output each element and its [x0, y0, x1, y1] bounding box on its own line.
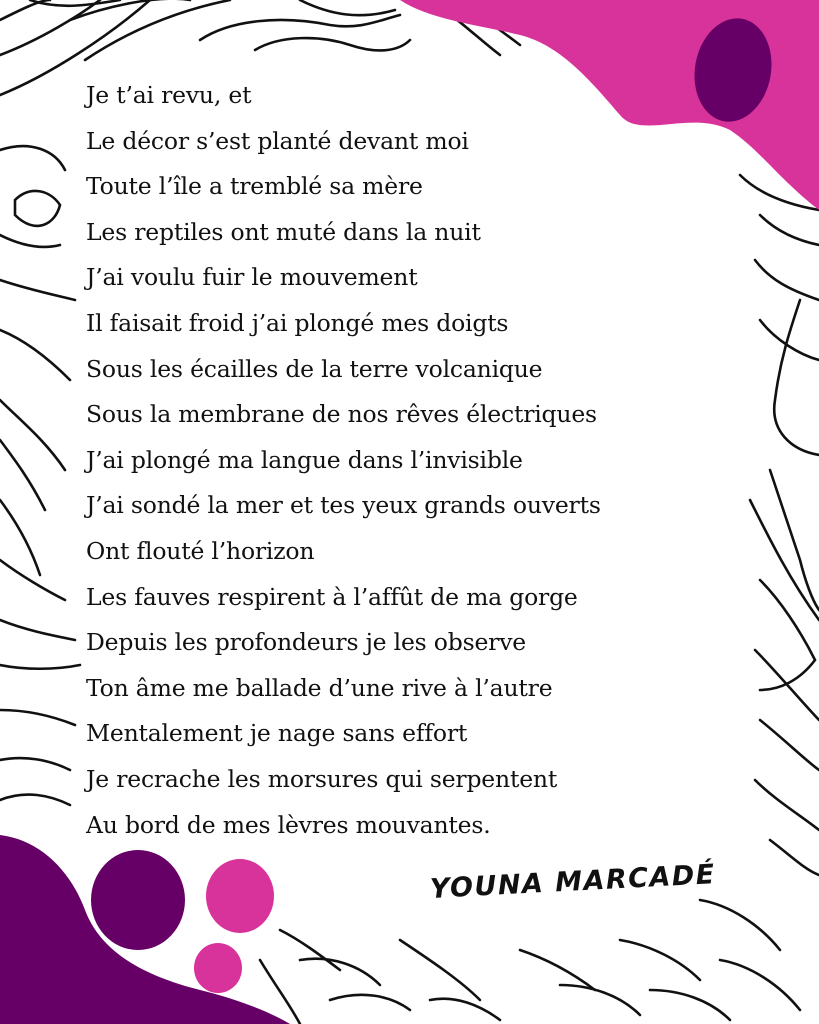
poem-line: J’ai voulu fuir le mouvement [86, 263, 418, 292]
poem-line: Sous la membrane de nos rêves électriques [86, 400, 597, 429]
poem-line: J’ai sondé la mer et tes yeux grands ouverts [86, 491, 601, 520]
poem-line: Les reptiles ont muté dans la nuit [86, 217, 481, 246]
poem-line: Il faisait froid j’ai plongé mes doigts [86, 308, 509, 337]
poem-line: Mentalement je nage sans effort [86, 719, 468, 748]
poem-line: Ont flouté l’horizon [86, 536, 315, 565]
poem-line: Ton âme me ballade d’une rive à l’autre [86, 673, 553, 702]
magenta-circle-small [194, 943, 242, 993]
poem-text [86, 73, 601, 848]
poem-line: Les fauves respirent à l’affût de ma gorge [86, 582, 578, 611]
poem-line: Je t’ai revu, et [86, 81, 252, 109]
poem-line: Je recrache les morsures qui serpentent [86, 764, 558, 793]
purple-circle [91, 850, 185, 950]
poem-line: Au bord de mes lèvres mouvantes. [86, 810, 491, 839]
poem-line: Depuis les profondeurs je les observe [86, 628, 526, 657]
poem-line: J’ai plongé ma langue dans l’invisible [86, 445, 523, 474]
poem-line: Le décor s’est planté devant moi [86, 126, 469, 155]
magenta-circle-large [206, 859, 274, 933]
poem-line: Sous les écailles de la terre volcanique [86, 354, 543, 383]
poem-line: Toute l’île a tremblé sa mère [86, 172, 423, 201]
author-signature: YOUNA MARCADÉ [429, 859, 717, 905]
